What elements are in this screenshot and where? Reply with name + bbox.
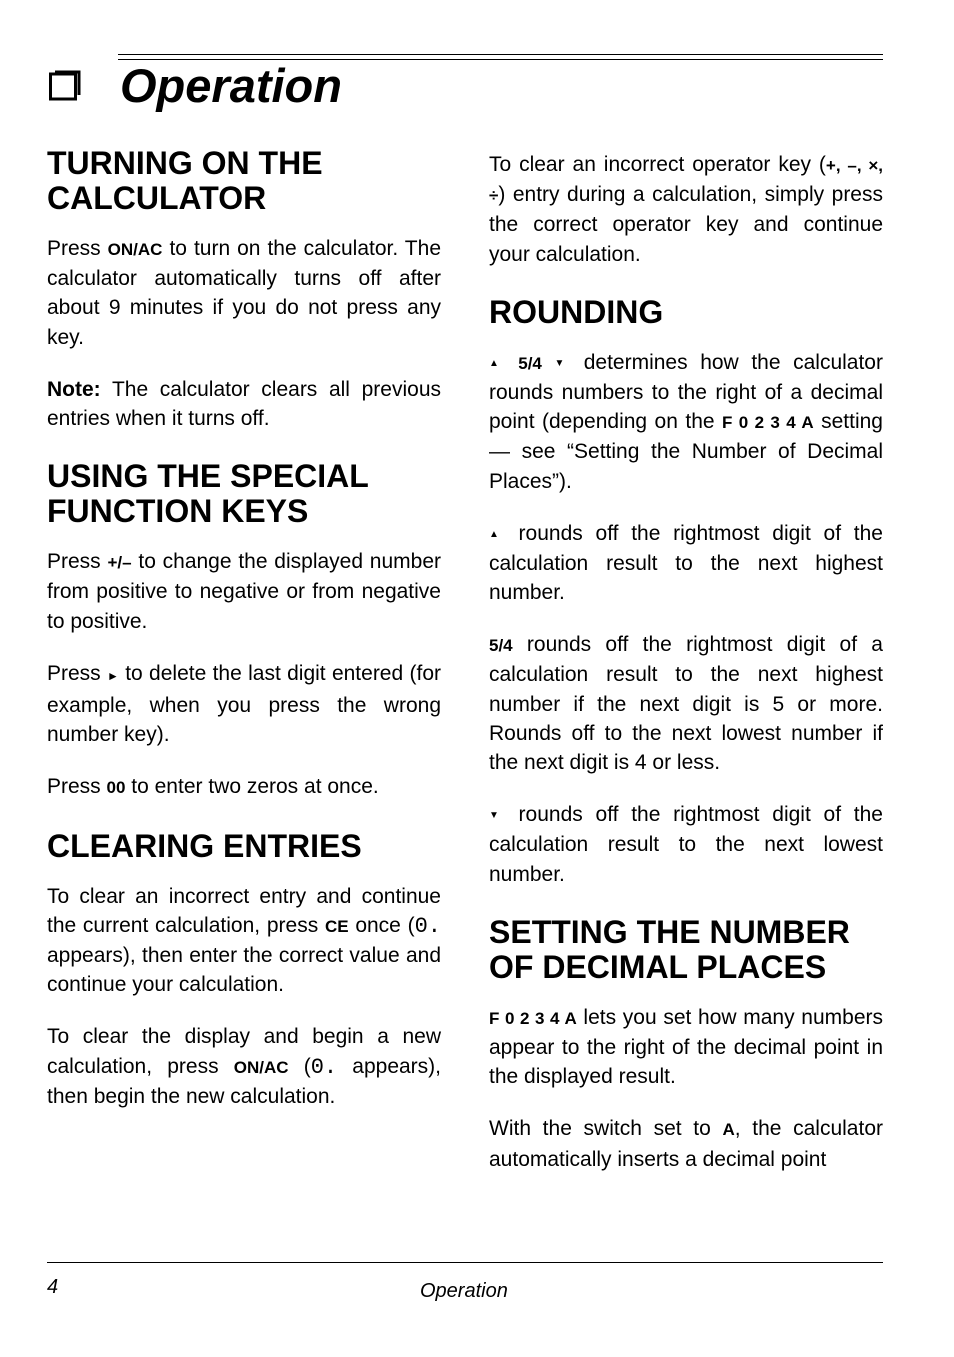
section-heading-rounding: ROUNDING — [489, 293, 664, 330]
checkbox-icon — [49, 69, 81, 101]
page-number: 4 — [47, 1276, 59, 1298]
display-value: 0. — [414, 913, 442, 939]
key-label: 5/4 — [518, 353, 542, 373]
paragraph: Press ON/AC to turn on the calculator. The calculator automatically turns off after about 9 minutes if you do not press any key. — [47, 237, 441, 349]
section-heading-decimal-places: SETTING THE NUMBER OF DECIMAL PLACES — [489, 913, 850, 985]
round-up-icon: ▲ — [489, 528, 506, 540]
paragraph: ▲ 5/4 ▼ determines how the calculator rounds numbers to the right of a decimal point (depending on the F 0 2 3 4 A setting — see “Setting the Number of Decimal Places”). — [489, 350, 883, 493]
key-label: ON/AC — [107, 240, 163, 259]
paragraph: To clear an incorrect entry and continue the current calculation, press CE once (0. appears), then enter the correct value and continue your calculation. — [47, 884, 442, 997]
paragraph: F 0 2 3 4 A lets you set how many numbers appear to the right of the decimal point in the displayed result. — [489, 1005, 883, 1089]
key-label: 5/4 — [489, 636, 513, 656]
paragraph: ▼ rounds off the rightmost digit of the calculation result to the next lowest number. — [489, 803, 883, 886]
operator-keys: +, –, ×, ÷ — [489, 156, 883, 206]
switch-label: F 0 2 3 4 A — [722, 413, 814, 433]
backspace-key-icon: ► — [107, 668, 119, 683]
section-heading-special-keys: USING THE SPECIAL FUNCTION KEYS — [47, 458, 369, 530]
paragraph: Press +/– to change the displayed number from positive to negative or from negative to positive. — [47, 550, 441, 633]
footer-rule — [47, 1262, 883, 1263]
paragraph: 5/4 rounds off the rightmost digit of a calculation result to the next highest number if the next digit is 5 or more. Rounds off to the next lowest number if the next digit is 4 or less. — [489, 633, 883, 775]
key-label: A — [722, 1120, 735, 1140]
key-label: +/– — [107, 553, 132, 573]
paragraph: Press 00 to enter two zeros at once. — [47, 775, 379, 799]
round-down-icon: ▼ — [489, 810, 506, 822]
paragraph: ▲ rounds off the rightmost digit of the calculation result to the next highest number. — [489, 521, 883, 605]
display-value: 0. — [310, 1054, 338, 1080]
paragraph: With the switch set to A, the calculator automatically inserts a decimal point — [489, 1117, 883, 1171]
key-label: CE — [324, 916, 349, 936]
section-heading-turning-on: TURNING ON THE CALCULATOR — [47, 145, 323, 216]
left-column — [47, 146, 441, 1134]
switch-label: F 0 2 3 4 A — [489, 1008, 577, 1028]
key-label: ON/AC — [233, 1057, 289, 1077]
section-heading-clearing: CLEARING ENTRIES — [47, 827, 362, 864]
note-paragraph: Note: The calculator clears all previous entries when it turns off. — [47, 377, 441, 431]
round-down-icon: ▼ — [554, 357, 572, 369]
paragraph: To clear the display and begin a new calculation, press ON/AC (0. appears), then begin the new calculation. — [47, 1025, 441, 1108]
paragraph: Press ► to delete the last digit entered (for example, when you press the wrong number key). — [47, 661, 441, 747]
right-column — [489, 150, 883, 1197]
round-up-icon: ▲ — [489, 357, 506, 369]
paragraph: To clear an incorrect operator key (+, –, ×, ÷) entry during a calculation, simply press the correct operator key and continue your calculation. — [489, 153, 883, 266]
key-label: 00 — [106, 778, 126, 798]
note-label: Note: — [47, 377, 101, 401]
header-rule-top — [118, 54, 883, 55]
page-title: Operation — [120, 59, 342, 112]
footer-section-title: Operation — [420, 1280, 508, 1302]
